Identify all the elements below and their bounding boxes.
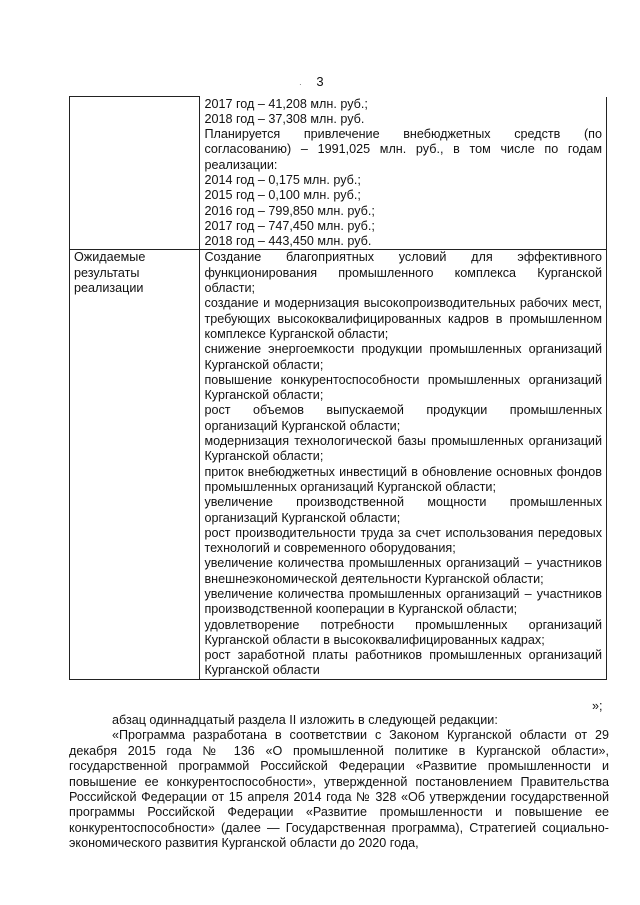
financing-line: 2016 год – 799,850 млн. руб.; — [204, 203, 375, 218]
result-item: рост производительности труда за счет использования передовых технологий и современного оборудования; — [204, 525, 602, 556]
table-row-financing — [70, 97, 607, 250]
closing-quote-mark: »; — [592, 699, 603, 713]
result-item: увеличение количества промышленных организаций – участников производственной кооперации в Курганской области; — [204, 587, 602, 617]
amendment-text — [69, 713, 609, 852]
result-item: приток внебюджетных инвестиций в обновление основных фондов промышленных организаций Курганской области; — [204, 464, 602, 494]
result-item: модернизация технологической базы промышленных организаций Курганской области; — [204, 434, 602, 464]
amendment-paragraph: абзац одиннадцатый раздела II изложить в следующей редакции: — [112, 713, 498, 727]
passport-table — [69, 96, 607, 680]
financing-line: Планируется привлечение внебюджетных средств (по согласованию) – 1991,025 млн. руб., в том числе по годам реализации: — [204, 127, 602, 172]
result-item: рост заработной платы работников промышленных организаций Курганской области — [204, 648, 602, 678]
result-item: удовлетворение потребности промышленных организаций Курганской области в высококвалифицированных кадрах; — [204, 617, 602, 647]
financing-line: 2017 год – 41,208 млн. руб.; — [204, 96, 368, 111]
financing-line: 2014 год – 0,175 млн. руб.; — [204, 172, 361, 187]
results-label-cell: Ожидаемые результаты реализации — [70, 250, 200, 679]
results-content-cell — [200, 250, 607, 679]
financing-content-cell — [200, 97, 607, 250]
result-item: увеличение количества промышленных организаций – участников внешнеэкономической деятельности Курганской области; — [204, 556, 602, 586]
financing-line: 2018 год – 443,450 млн. руб. — [204, 234, 372, 249]
result-item: Создание благоприятных условий для эффективного функционирования промышленного комплекса Курганской области; — [204, 250, 602, 296]
financing-label-cell — [70, 97, 200, 250]
result-item: рост объемов выпускаемой продукции промышленных организаций Курганской области; — [204, 403, 602, 433]
result-item: повышение конкурентоспособности промышленных организаций Курганской области; — [204, 372, 602, 403]
financing-line: 2015 год – 0,100 млн. руб.; — [204, 188, 361, 203]
table-row-results — [70, 250, 607, 679]
result-item: снижение энергоемкости продукции промышленных организаций Курганской области; — [204, 342, 602, 372]
financing-line: 2017 год – 747,450 млн. руб.; — [204, 218, 375, 233]
page-mark: · — [299, 80, 302, 89]
amendment-paragraph: «Программа разработана в соответствии с Законом Курганской области от 29 декабря 2015 года № 136 «О промышленной политике в Курганской области», государственной программой Российской Федерации «Развитие промышленности и повышение ее конкурентоспособности», утвержденной постановлением Правительства Российской Федерации от 15 апреля 2014 года № 328 «Об утверждении государственной программы Российской Федерации «Развитие промышленности и повышение ее конкурентоспособности» (далее — Государственная программа), Стратегией социально-экономического развития Курганской области до 2020 года, — [69, 728, 609, 851]
financing-line: 2018 год – 37,308 млн. руб. — [204, 111, 365, 126]
result-item: создание и модернизация высокопроизводительных рабочих мест, требующих высококвалифицированных кадров в промышленном комплексе Курганской области; — [204, 296, 602, 341]
result-item: увеличение производственной мощности промышленных организаций Курганской области; — [204, 495, 602, 525]
page-number: 3 — [316, 74, 324, 89]
